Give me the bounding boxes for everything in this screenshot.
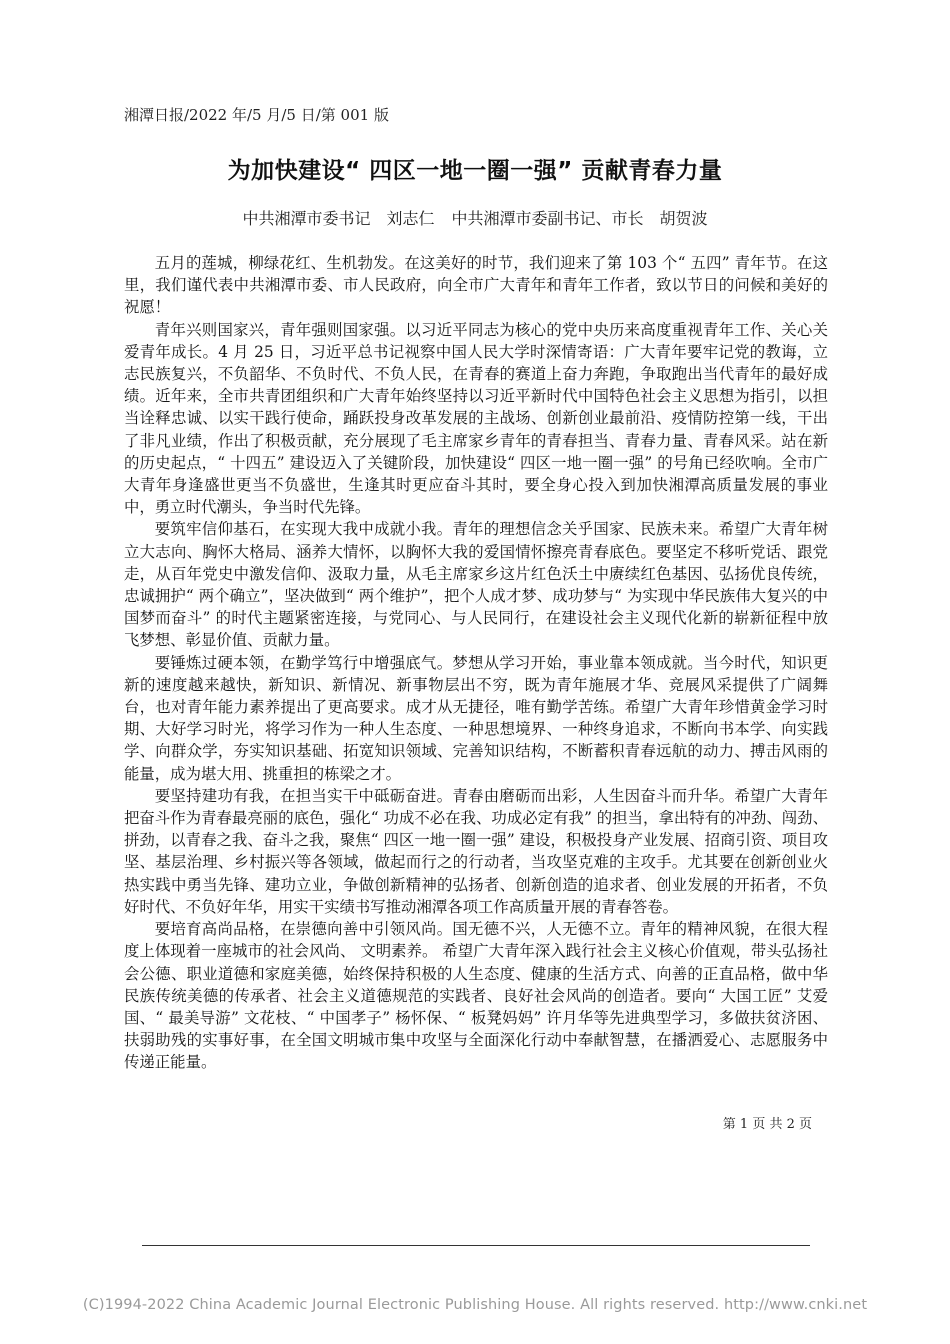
paragraph-4: 要锤炼过硬本领，在勤学笃行中增强底气。梦想从学习开始，事业靠本领成就。当今时代，知识更新的速度越来越快，新知识、新情况、新事物层出不穷，既为青年施展才华、竞展风采提供了广阔舞台，也对青年能力素养提出了更高要求。成才从无捷径，唯有勤学苦练。希望广大青年珍惜黄金学习时期、大好学习时光，将学习作为一种人生态度、一种思想境界、一种终身追求，不断向书本学、向实践学、向群众学，夯实知识基础、拓宽知识领域、完善知识结构，不断蓄积青春远航的动力、搏击风雨的能量，成为堪大用、挑重担的栋梁之才。 [124, 653, 828, 783]
author-1: 中共湘潭市委书记 刘志仁 [242, 209, 435, 228]
copyright-notice: (C)1994-2022 China Academic Journal Electronic Publishing House. All rights reserved. http://www.cnki.net [82, 1297, 868, 1313]
article-title: 为加快建设“ 四区一地一圈一强” 贡献青春力量 [227, 158, 723, 184]
paragraph-6: 要培育高尚品格，在崇德向善中引领风尚。国无德不兴，人无德不立。青年的精神风貌，在很大程度上体现着一座城市的社会风尚、 文明素养。 希望广大青年深入践行社会主义核心价值观，带头弘扬社会公德、职业道德和家庭美德，始终保持积极的人生态度、健康的生活方式、向善的正直品格，做中华民族传统美德的传承者、社会主义道德规范的实践者、良好社会风尚的创造者。要向“ 大国工匠” 艾爱国、“ 最美导游” 文花枝、“ 中国孝子” 杨怀保、“ 板凳妈妈” 许月华等先进典型学习，多做扶贫济困、扶弱助残的实事好事，在全国文明城市集中攻坚与全面深化行动中奉献智慧，在播洒爱心、志愿服务中传递正能量。 [124, 920, 828, 1072]
page-indicator: 第 1 页 共 2 页 [722, 1117, 812, 1132]
footer-divider [142, 1245, 810, 1246]
article-authors [0, 206, 950, 229]
article-body [124, 252, 828, 1074]
paragraph-1: 五月的莲城，柳绿花红、生机勃发。在这美好的时节，我们迎来了第 103 个“ 五四” 青年节。在这里，我们谨代表中共湘潭市委、市人民政府，向全市广大青年和青年工作者，致以节日的问候和美好的祝愿！ [124, 254, 828, 317]
author-2: 中共湘潭市委副书记、市长 胡贺波 [451, 209, 708, 228]
publication-source: 湘潭日报/2022 年/5 月/5 日/第 001 版 [124, 106, 389, 124]
paragraph-2: 青年兴则国家兴，青年强则国家强。以习近平同志为核心的党中央历来高度重视青年工作、关心关爱青年成长。4 月 25 日，习近平总书记视察中国人民大学时深情寄语：广大青年要牢记党的教诲，立志民族复兴，不负韶华、不负时代、不负人民，在青春的赛道上奋力奔跑，争取跑出当代青年的最好成绩。近年来，全市共青团组织和广大青年始终坚持以习近平新时代中国特色社会主义思想为指引，以担当诠释忠诚、以实干践行使命，踊跃投身改革发展的主战场、创新创业最前沿、疫情防控第一线，干出了非凡业绩，作出了积极贡献，充分展现了毛主席家乡青年的青春担当、青春力量、青春风采。站在新的历史起点，“ 十四五” 建设迈入了关键阶段，加快建设“ 四区一地一圈一强” 的号角已经吹响。全市广大青年身逢盛世更当不负盛世，生逢其时更应奋斗其时，要全身心投入到加快湘潭高质量发展的事业中，勇立时代潮头，争当时代先锋。 [124, 320, 828, 517]
paragraph-5: 要坚持建功有我，在担当实干中砥砺奋进。青春由磨砺而出彩，人生因奋斗而升华。希望广大青年把奋斗作为青春最亮丽的底色，强化“ 功成不必在我、功成必定有我” 的担当，拿出特有的冲劲、闯劲、拼劲，以青春之我、奋斗之我，聚焦“ 四区一地一圈一强” 建设，积极投身产业发展、招商引资、项目攻坚、基层治理、乡村振兴等各领域，做起而行之的行动者，当攻坚克难的主攻手。尤其要在创新创业火热实践中勇当先锋、建功立业，争做创新精神的弘扬者、创新创造的追求者、创业发展的开拓者，不负好时代、不负好年华，用实干实绩书写推动湘潭各项工作高质量开展的青春答卷。 [124, 786, 828, 916]
paragraph-3: 要筑牢信仰基石，在实现大我中成就小我。青年的理想信念关乎国家、民族未来。希望广大青年树立大志向、胸怀大格局、涵养大情怀，以胸怀大我的爱国情怀擦亮青春底色。要坚定不移听党话、跟党走，从百年党史中激发信仰、汲取力量，从毛主席家乡这片红色沃土中赓续红色基因、弘扬优良传统，忠诚拥护“ 两个确立”，坚决做到“ 两个维护”，把个人成才梦、成功梦与“ 为实现中华民族伟大复兴的中国梦而奋斗” 的时代主题紧密连接，与党同心、与人民同行，在建设社会主义现代化新的崭新征程中放飞梦想、彰显价值、贡献力量。 [124, 520, 828, 650]
